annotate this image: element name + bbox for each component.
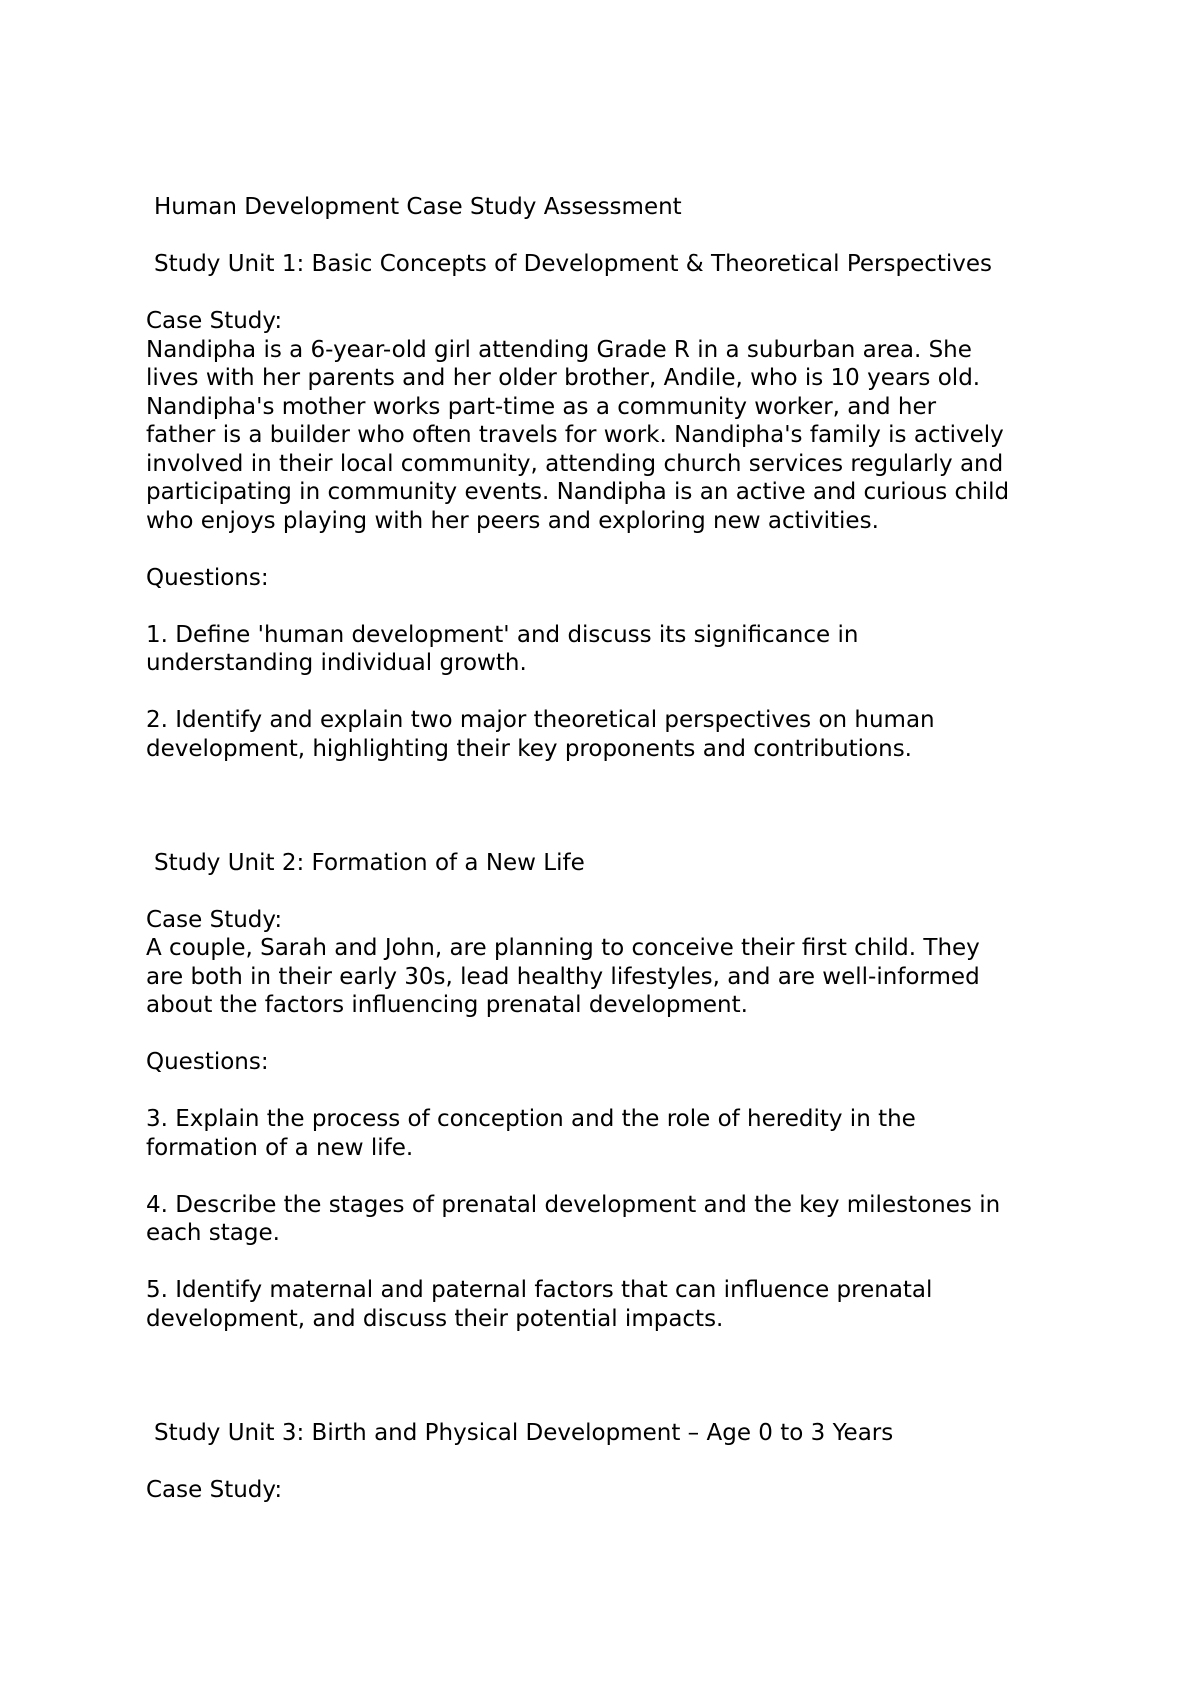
question-line: development, highlighting their key proponents and contributions.	[146, 735, 912, 762]
case-study-line: A couple, Sarah and John, are planning to conceive their first child. They	[146, 935, 980, 961]
case-study-line: lives with her parents and her older brother, Andile, who is 10 years old.	[146, 365, 981, 391]
case-study-line: who enjoys playing with her peers and exploring new activities.	[146, 507, 879, 534]
case-study-line: are both in their early 30s, lead healthy lifestyles, and are well-informed	[146, 963, 980, 990]
case-study-line: father is a builder who often travels for work. Nandipha's family is actively	[146, 422, 1004, 448]
question-3	[146, 1105, 1076, 1162]
unit-1-heading: Study Unit 1: Basic Concepts of Development & Theoretical Perspectives	[154, 251, 993, 277]
unit-2-case-study-label: Case Study:	[146, 906, 283, 933]
question-line: each stage.	[146, 1220, 280, 1246]
case-study-line: about the factors influencing prenatal development.	[146, 992, 748, 1018]
case-study-line: participating in community events. Nandipha is an active and curious child	[146, 479, 1010, 505]
question-line: 2. Identify and explain two major theoretical perspectives on human	[146, 707, 935, 733]
question-1	[146, 621, 1076, 678]
unit-1-case-study-label: Case Study:	[146, 308, 283, 334]
unit-1-questions-label: Questions:	[146, 564, 269, 591]
unit-2-heading: Study Unit 2: Formation of a New Life	[154, 849, 585, 876]
case-study-line: Nandipha's mother works part-time as a community worker, and her	[146, 393, 937, 420]
question-line: understanding individual growth.	[146, 650, 527, 676]
document-title: Human Development Case Study Assessment	[154, 194, 682, 220]
unit-1-case-study-text	[146, 336, 1076, 536]
question-4	[146, 1191, 1076, 1248]
case-study-line: involved in their local community, attending church services regularly and	[146, 450, 1004, 477]
question-5	[146, 1276, 1076, 1333]
unit-2-case-study-text	[146, 934, 1076, 1020]
question-line: 5. Identify maternal and paternal factors that can influence prenatal	[146, 1277, 933, 1303]
unit-3-heading: Study Unit 3: Birth and Physical Development – Age 0 to 3 Years	[154, 1419, 894, 1446]
unit-2-questions-label: Questions:	[146, 1049, 269, 1075]
question-line: development, and discuss their potential impacts.	[146, 1305, 724, 1332]
question-line: 4. Describe the stages of prenatal development and the key milestones in	[146, 1191, 1001, 1218]
unit-3-case-study-label: Case Study:	[146, 1476, 283, 1503]
question-line: formation of a new life.	[146, 1134, 414, 1161]
case-study-line: Nandipha is a 6-year-old girl attending Grade R in a suburban area. She	[146, 336, 972, 363]
question-line: 3. Explain the process of conception and the role of heredity in the	[146, 1106, 916, 1132]
question-line: 1. Define 'human development' and discuss its significance in	[146, 621, 859, 648]
document-body	[146, 193, 1076, 1504]
question-2	[146, 706, 1076, 763]
